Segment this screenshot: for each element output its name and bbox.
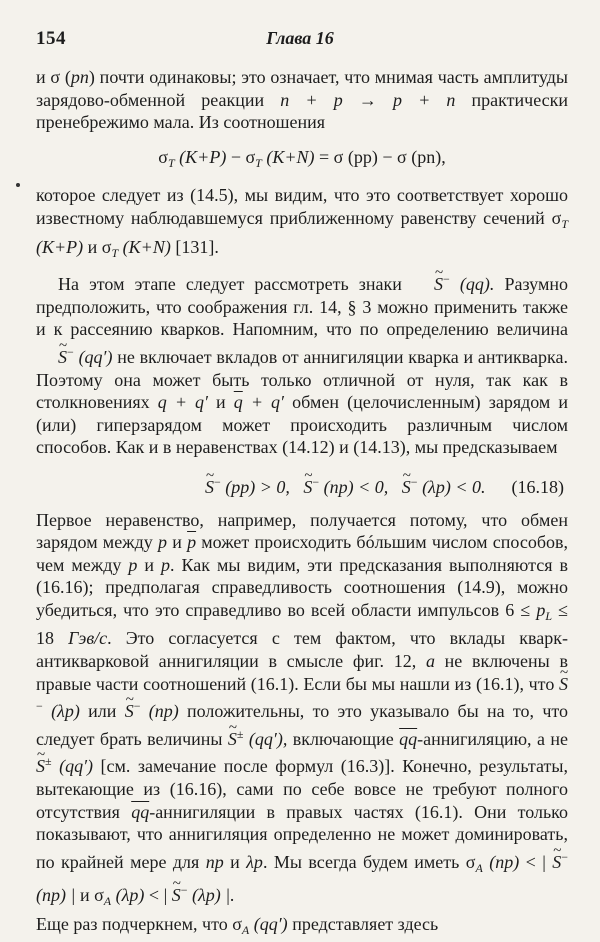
- chapter-title: Глава 16: [266, 28, 334, 48]
- paragraph-5: Еще раз подчеркнем, что $\sigma_A$ (qq′) представляет здесь: [36, 914, 439, 937]
- running-head: [36, 28, 564, 54]
- paragraph-1: и σ (pn) почти одинаковы; это означает, что мнимая часть амплитуды зарядово-обменной реакции n + p → p + n практически пренебрежимо мала. Из соотношения: [36, 67, 568, 133]
- paragraph-2: которое следует из (14.5), мы видим, что это соответствует хорошо известному наблюдавшемуся приближенному равенству сечений $\sigma_T$ (K+P) и $\sigma_T$ (K+N) [131].: [36, 185, 568, 260]
- equation-16-18: ~ S− (pp) > 0, ~ S− (np) < 0, ~ S− (λp) < 0. (16.18): [36, 471, 568, 499]
- page-body: [36, 66, 568, 942]
- margin-dot: [16, 183, 20, 187]
- paragraph-4: Первое неравенство, например, получается потому, что обмен зарядом между p и $\overline{p}$ может происходить бóльшим числом способов, чем между p и p. Как мы видим, эти предсказания выполняются в (16.16); предполагая справедливость соотношения (14.9), можно убедиться, что это справедливо во всей области импульсов $6 \le p_L \le 18$ Гэв/c. Это согласуется с тем фактом, что вклады кварк-антикварковой аннигиляции в смысле фиг. 12, а не включены в правые части соотношений (16.1). Если бы мы нашли из (16.1), что ~ S− (λp) или ~ S− (np) положительны, то это указывало бы на то, что следует брать величины ~ S± (qq′), включающие $\overline{qq}$-аннигиляцию, а не ~ S± (qq′) [см. замечание после формул (16.3)]. Конечно, результаты, вытекающие из (16.16), сами по себе вовсе не требуют полного отсутствия $\overline{qq}$-аннигиляции в правых частях (16.1). Они только показывают, что аннигиляция определенно не может доминировать, по крайней мере для np и λp. Мы всегда будем иметь $\sigma_A$ (np) < | ~ S− (np) | и $\sigma_A$ (λp) < | ~ S− (λp) |.: [36, 509, 568, 914]
- paragraph-3: На этом этапе следует рассмотреть знаки ~ S− (qq). Разумно предположить, что соображения гл. 14, § 3 можно применить также и к рассеянию кварков. Напомним, что по определению величина ~ S− (qq′) не включает вкладов от аннигиляции кварка и антикварка. Поэтому она может быть только отличной от нуля, так как в столкновениях q + q′ и $\overline{q} + q'$ обмен (целочисленным) зарядом и (или) гиперзарядом может происходить различным числом способов. Как и в неравенствах (14.12) и (14.13), мы предсказываем: [36, 268, 568, 459]
- equation-cross-sections: $\sigma_T$ $(K+P) - \sigma_T$ (K+N) = σ (pp) − σ (pn),: [158, 146, 446, 170]
- reaction-formula: n + p → p + n: [280, 89, 456, 110]
- page-number: 154: [36, 28, 66, 49]
- equation-number: (16.18): [511, 476, 564, 497]
